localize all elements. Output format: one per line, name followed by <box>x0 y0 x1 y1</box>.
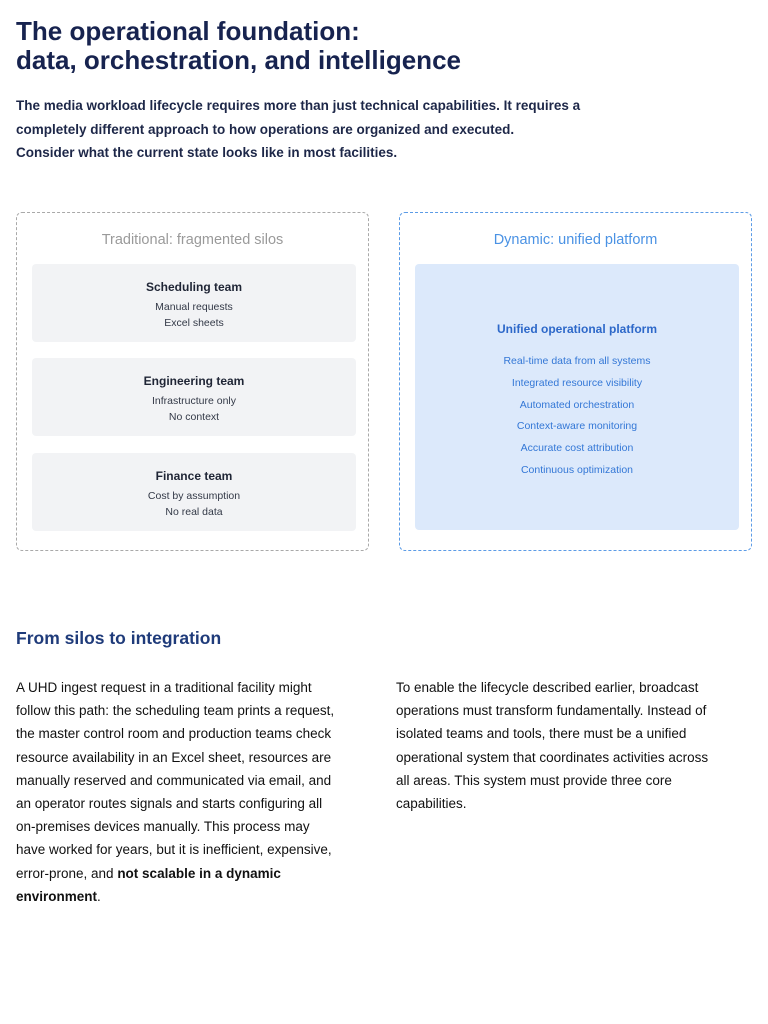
team-detail: No context <box>168 411 220 423</box>
team-detail: Infrastructure only <box>151 395 237 407</box>
paragraph-line: resource availability in an Excel sheet, resources are <box>16 749 332 765</box>
right-body-paragraph <box>396 676 748 815</box>
intro-line: The media workload lifecycle requires more than just technical capabilities. It requires a <box>16 98 581 113</box>
unified-platform-panel <box>399 212 752 551</box>
left-body-paragraph <box>16 676 361 908</box>
team-name: Engineering team <box>143 374 245 388</box>
intro-line: completely different approach to how operations are organized and executed. <box>16 121 515 137</box>
engineering-team-card <box>32 358 356 436</box>
paragraph-line: operational system that coordinates activities across <box>396 749 709 765</box>
team-detail: Excel sheets <box>164 317 224 329</box>
paragraph-line: operations must transform fundamentally. Instead of <box>396 703 707 719</box>
feature-item: Real-time data from all systems <box>503 355 651 367</box>
team-detail: Cost by assumption <box>147 490 241 502</box>
feature-item: Accurate cost attribution <box>520 442 634 455</box>
emphasis-text: environment <box>16 888 98 904</box>
feature-item: Automated orchestration <box>519 398 635 411</box>
unified-platform-card <box>415 264 739 530</box>
platform-features-list <box>415 351 739 482</box>
emphasis-text: not scalable in a dynamic <box>117 865 281 881</box>
paragraph-line: To enable the lifecycle described earlier, broadcast <box>396 680 699 695</box>
dynamic-panel-title: Dynamic: unified platform <box>493 232 658 248</box>
scheduling-team-card <box>32 264 356 342</box>
page-title-line-1: The operational foundation: <box>16 16 360 46</box>
paragraph-line: the master control room and production teams check <box>16 726 332 742</box>
traditional-silos-panel <box>16 212 369 551</box>
page-title <box>16 17 736 75</box>
paragraph-line: isolated teams and tools, there must be a unified <box>396 726 687 742</box>
feature-item: Integrated resource visibility <box>511 376 643 389</box>
paragraph-line: manually reserved and communicated via email, and <box>16 772 332 788</box>
team-name: Scheduling team <box>145 280 243 294</box>
intro-line: Consider what the current state looks like in most facilities. <box>16 145 398 160</box>
paragraph-line <box>16 862 361 885</box>
traditional-panel-title: Traditional: fragmented silos <box>101 232 284 248</box>
unified-platform-title: Unified operational platform <box>496 322 657 336</box>
paragraph-line: follow this path: the scheduling team prints a request, <box>16 703 335 719</box>
paragraph-line: have worked for years, but it is inefficient, expensive, <box>16 842 332 858</box>
intro-paragraph <box>16 94 656 165</box>
paragraph-line: an operator routes signals and starts configuring all <box>16 796 323 812</box>
paragraph-line: all areas. This system must provide three core <box>396 772 672 788</box>
page-title-line-2: data, orchestration, and intelligence <box>16 45 461 75</box>
paragraph-line: A UHD ingest request in a traditional facility might <box>16 680 312 695</box>
line-text: error-prone, and <box>16 865 118 881</box>
team-detail: Manual requests <box>155 301 233 313</box>
paragraph-line: on-premises devices manually. This process may <box>16 819 310 835</box>
paragraph-line <box>16 885 361 908</box>
section-heading: From silos to integration <box>16 628 222 648</box>
team-detail: No real data <box>165 506 223 518</box>
feature-item: Continuous optimization <box>520 463 634 476</box>
finance-team-card <box>32 453 356 531</box>
team-name: Finance team <box>155 469 233 483</box>
line-text: . <box>97 888 101 904</box>
feature-item: Context-aware monitoring <box>516 420 638 433</box>
paragraph-line: capabilities. <box>396 796 467 812</box>
